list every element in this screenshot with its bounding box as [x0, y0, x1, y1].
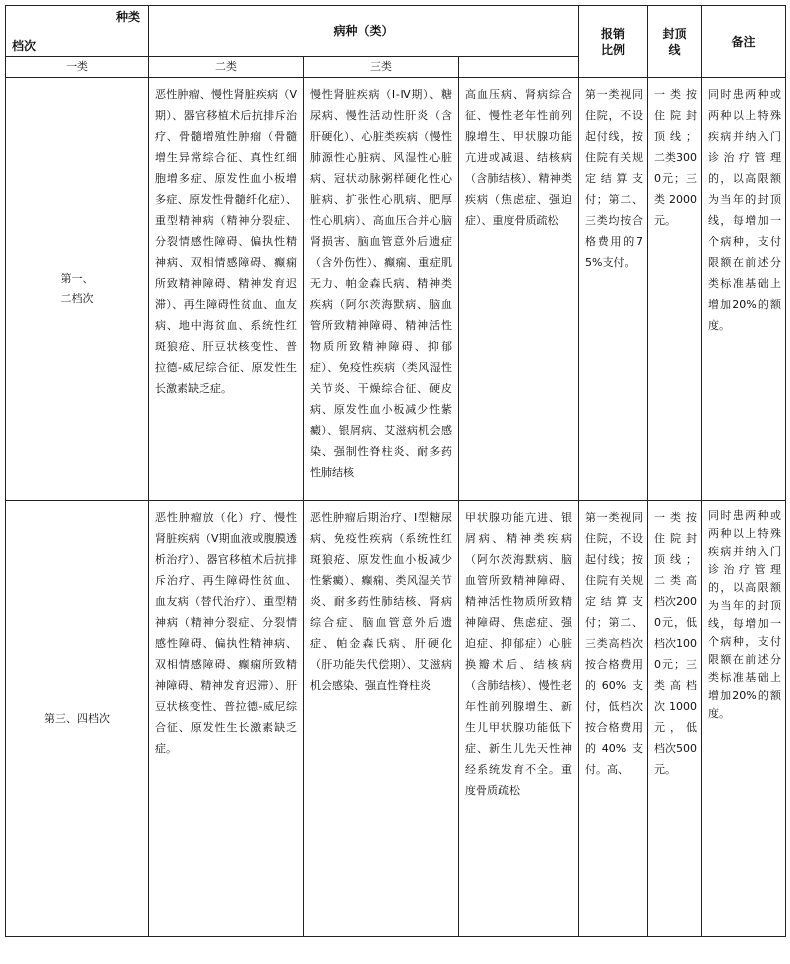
table-row — [6, 501, 786, 937]
category-1-header: 一类 — [6, 57, 149, 78]
ratio-header: 报销比例 — [579, 6, 648, 78]
cap-cell: 一类按住院封顶线；二类高档次2000元，低档次1000元；三类高档次1000元，低档次500元。 — [648, 501, 702, 937]
note-cell: 同时患两种或两种以上特殊疾病并纳入门诊治疗管理的，以高限额为当年的封顶线，每增加一个病种，支付限额在前述分类标准基础上增加20%的额度。 — [702, 78, 786, 501]
corner-cell — [6, 6, 149, 57]
note-cell: 同时患两种或两种以上特殊疾病并纳入门诊治疗管理的，以高限额为当年的封顶线，每增加一个病种，支付限额在前述分类标准基础上增加20%的额度。 — [702, 501, 786, 937]
corner-bottom-label: 档次 — [12, 39, 37, 53]
ratio-cell: 第一类视同住院，不设起付线；按住院有关规定结算支付；第二、三类高档次按合格费用的60%支付，低档次按合格费用的40%支付。高、 — [579, 501, 648, 937]
category-2-cell: 恶性肿瘤后期治疗、Ⅰ型糖尿病、免疫性疾病（系统性红斑狼疮、原发性血小板减少性紫癜）、癫痫、类风湿关节炎、耐多药性肺结核、肾病综合症、脑血管意外后遗症、帕金森氏病、肝硬化（肝功能失代偿期）、艾滋病机会感染、强直性脊柱炎 — [304, 501, 459, 937]
disease-header: 病种（类） — [149, 6, 579, 57]
cap-cell: 一类按住院封顶线；二类3000元；三类2000元。 — [648, 78, 702, 501]
category-2-header: 二类 — [149, 57, 304, 78]
category-3-cell: 甲状腺功能亢进、银屑病、精神类疾病（阿尔茨海默病、脑血管所致精神障碍、精神活性物质所致精神障碍、焦虑症、强迫症、抑郁症）心脏换瓣术后、结核病（含肺结核）、慢性老年性前列腺增生、新生儿甲状腺功能低下症、新生儿先天性神经系统发育不全。重度骨质疏松 — [459, 501, 579, 937]
category-3-cell: 高血压病、肾病综合征、慢性老年性前列腺增生、甲状腺功能亢进或减退、结核病（含肺结核）、精神类疾病（焦虑症、强迫症）、重度骨质疏松 — [459, 78, 579, 501]
cap-header: 封顶线 — [648, 6, 702, 78]
ratio-cell: 第一类视同住院，不设起付线，按住院有关规定结算支付；第二、三类均按合格费用的75%支付。 — [579, 78, 648, 501]
note-header: 备注 — [702, 6, 786, 78]
table-row — [6, 78, 786, 501]
header-row — [6, 6, 786, 57]
category-1-cell: 恶性肿瘤放（化）疗、慢性肾脏疾病（Ⅴ期血液或腹膜透析治疗）、器官移植术后抗排斥治疗、再生障碍性贫血、血友病（替代治疗）、重型精神病（精神分裂症、分裂情感性障碍、偏执性精神病、双相情感障碍、癫痫所致精神障碍、精神发育迟滞）、肝豆状核变性、普拉德-威尼综合征、原发性生长激素缺乏症。 — [149, 501, 304, 937]
tier-label: 第三、四档次 — [6, 501, 149, 937]
category-1-cell: 恶性肿瘤、慢性肾脏疾病（Ⅴ期）、器官移植术后抗排斥治疗、骨髓增殖性肿瘤（骨髓增生异常综合征、真性红细胞增多症、原发性血小板增多症、原发性骨髓纤化症）、重型精神病（精神分裂症、分裂情感性障碍、偏执性精神病、双相情感障碍、癫痫所致精神障碍、精神发育迟滞）、再生障碍性贫血、血友病、地中海贫血、系统性红斑狼疮、肝豆状核变性、普拉德-威尼综合征、原发性生长激素缺乏症。 — [149, 78, 304, 501]
corner-top-label: 种类 — [115, 10, 140, 24]
special-disease-table — [5, 5, 786, 937]
category-2-cell: 慢性肾脏疾病（Ⅰ-Ⅳ期）、糖尿病、慢性活动性肝炎（含肝硬化）、心脏类疾病（慢性肺源性心脏病、风湿性心脏病、冠状动脉粥样硬化性心脏病、扩张性心肌病、肥厚性心肌病）、高血压合并心脑肾损害、脑血管意外后遗症（含外伤性）、癫痫、重症肌无力、帕金森氏病、精神类疾病（阿尔茨海默病、脑血管所致精神障碍、精神活性物质所致精神障碍、抑郁症）、免疫性疾病（类风湿性关节炎、干燥综合征、硬皮病、原发性血小板减少性紫癜）、银屑病、艾滋病机会感染、强制性脊柱炎、耐多药性肺结核 — [304, 78, 459, 501]
tier-label: 第一、二档次 — [6, 78, 149, 501]
category-3-header: 三类 — [304, 57, 459, 78]
